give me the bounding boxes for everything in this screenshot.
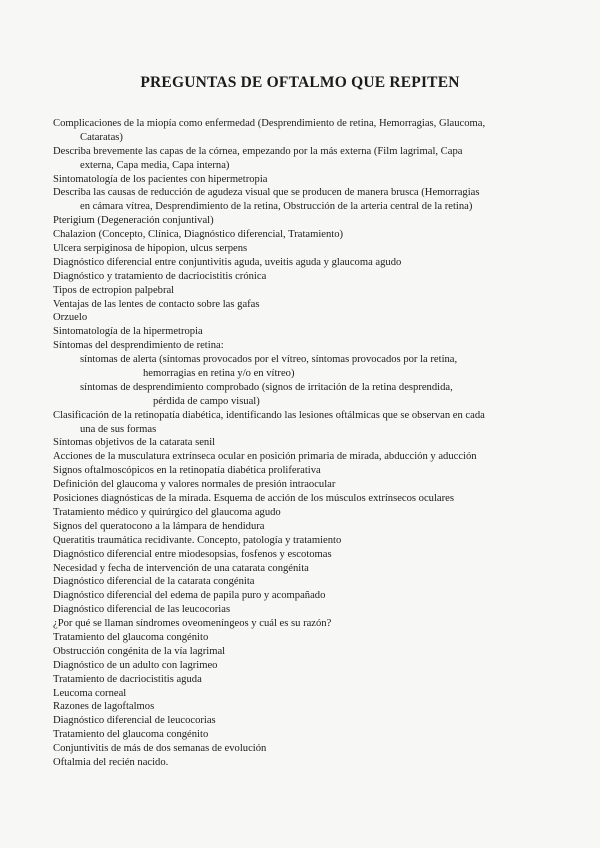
question-line: Diagnóstico diferencial entre miodesopsias, fosfenos y escotomas	[53, 548, 332, 560]
question-line: Clasificación de la retinopatía diabética, identificando las lesiones oftálmicas que se observan en cada	[53, 409, 485, 421]
question-line: Acciones de la musculatura extrínseca ocular en posición primaria de mirada, abducción y aducción	[53, 451, 477, 463]
question-line: Orzuelo	[53, 312, 88, 324]
question-line: síntomas de alerta (síntomas provocados por el vítreo, síntomas provocados por la retina,	[80, 354, 458, 366]
question-line: Ulcera serpiginosa de hipopion, ulcus serpens	[53, 243, 248, 255]
question-line: Tratamiento médico y quirúrgico del glaucoma agudo	[53, 506, 281, 518]
question-line: Complicaciones de la miopía como enfermedad (Desprendimiento de retina, Hemorragias, Glaucoma,	[53, 118, 486, 129]
question-line: Oftalmia del recién nacido.	[53, 756, 169, 768]
question-line: hemorragias en retina y/o en vítreo)	[143, 368, 295, 380]
question-line: Pterigium (Degeneración conjuntival)	[53, 215, 214, 227]
question-line: pérdida de campo visual)	[153, 395, 260, 407]
question-line: Diagnóstico de un adulto con lagrimeo	[53, 659, 218, 671]
question-line: síntomas de desprendimiento comprobado (signos de irritación de la retina desprendida,	[80, 381, 453, 393]
question-line: Ventajas de las lentes de contacto sobre las gafas	[53, 298, 260, 310]
question-line: Queratitis traumática recidivante. Concepto, patología y tratamiento	[53, 534, 342, 546]
question-line: Conjuntivitis de más de dos semanas de evolución	[53, 743, 267, 755]
question-line: Tratamiento del glaucoma congénito	[53, 631, 209, 643]
question-line: Síntomas objetivos de la catarata senil	[53, 437, 216, 449]
question-line: Sintomatología de los pacientes con hipermetropia	[53, 173, 268, 185]
question-line: Síntomas del desprendimiento de retina:	[53, 340, 224, 352]
question-line: Describa brevemente las capas de la córnea, empezando por la más externa (Film lagrimal, Capa	[53, 145, 463, 157]
question-line: Obstrucción congénita de la vía lagrimal	[53, 645, 226, 657]
question-line: Signos oftalmoscópicos en la retinopatía diabética proliferativa	[53, 465, 321, 477]
question-line: Diagnóstico diferencial entre conjuntivitis aguda, uveitis aguda y glaucoma agudo	[53, 256, 402, 268]
question-line: Necesidad y fecha de intervención de una catarata congénita	[53, 562, 309, 574]
question-line: Leucoma corneal	[53, 687, 127, 699]
question-line: Diagnóstico diferencial de la catarata congénita	[53, 576, 255, 588]
question-line: Diagnóstico diferencial de las leucocorias	[53, 604, 231, 616]
question-line: Cataratas)	[80, 131, 123, 143]
question-line: Tratamiento del glaucoma congénito	[53, 729, 209, 741]
question-line: Diagnóstico diferencial del edema de papila puro y acompañado	[53, 590, 326, 602]
question-line: Diagnóstico y tratamiento de dacriocistitis crónica	[53, 270, 267, 282]
question-line: externa, Capa media, Capa interna)	[80, 159, 230, 171]
question-line: Tratamiento de dacriocistitis aguda	[53, 673, 202, 685]
question-line: Describa las causas de reducción de agudeza visual que se producen de manera brusca (Hemorragias	[53, 187, 480, 199]
question-line: Chalazion (Concepto, Clínica, Diagnóstico diferencial, Tratamiento)	[53, 229, 344, 241]
question-line: una de sus formas	[80, 423, 157, 435]
question-line: Sintomatología de la hipermetropia	[53, 326, 203, 338]
question-line: Posiciones diagnósticas de la mirada. Esquema de acción de los músculos extrínsecos oculares	[53, 493, 454, 505]
question-line: Razones de lagoftalmos	[53, 701, 155, 713]
question-line: Diagnóstico diferencial de leucocorias	[53, 715, 216, 727]
question-line: Signos del queratocono a la lámpara de hendidura	[53, 520, 265, 532]
question-line: Definición del glaucoma y valores normales de presión intraocular	[53, 479, 336, 491]
question-line: Tipos de ectropion palpebral	[53, 284, 175, 296]
question-list	[53, 117, 573, 770]
question-line: ¿Por qué se llaman síndromes oveomeníngeos y cuál es su razón?	[53, 618, 332, 630]
question-line: en cámara vítrea, Desprendimiento de la retina, Obstrucción de la arteria central de la retina)	[80, 201, 473, 213]
page-title: PREGUNTAS DE OFTALMO QUE REPITEN	[140, 74, 460, 91]
